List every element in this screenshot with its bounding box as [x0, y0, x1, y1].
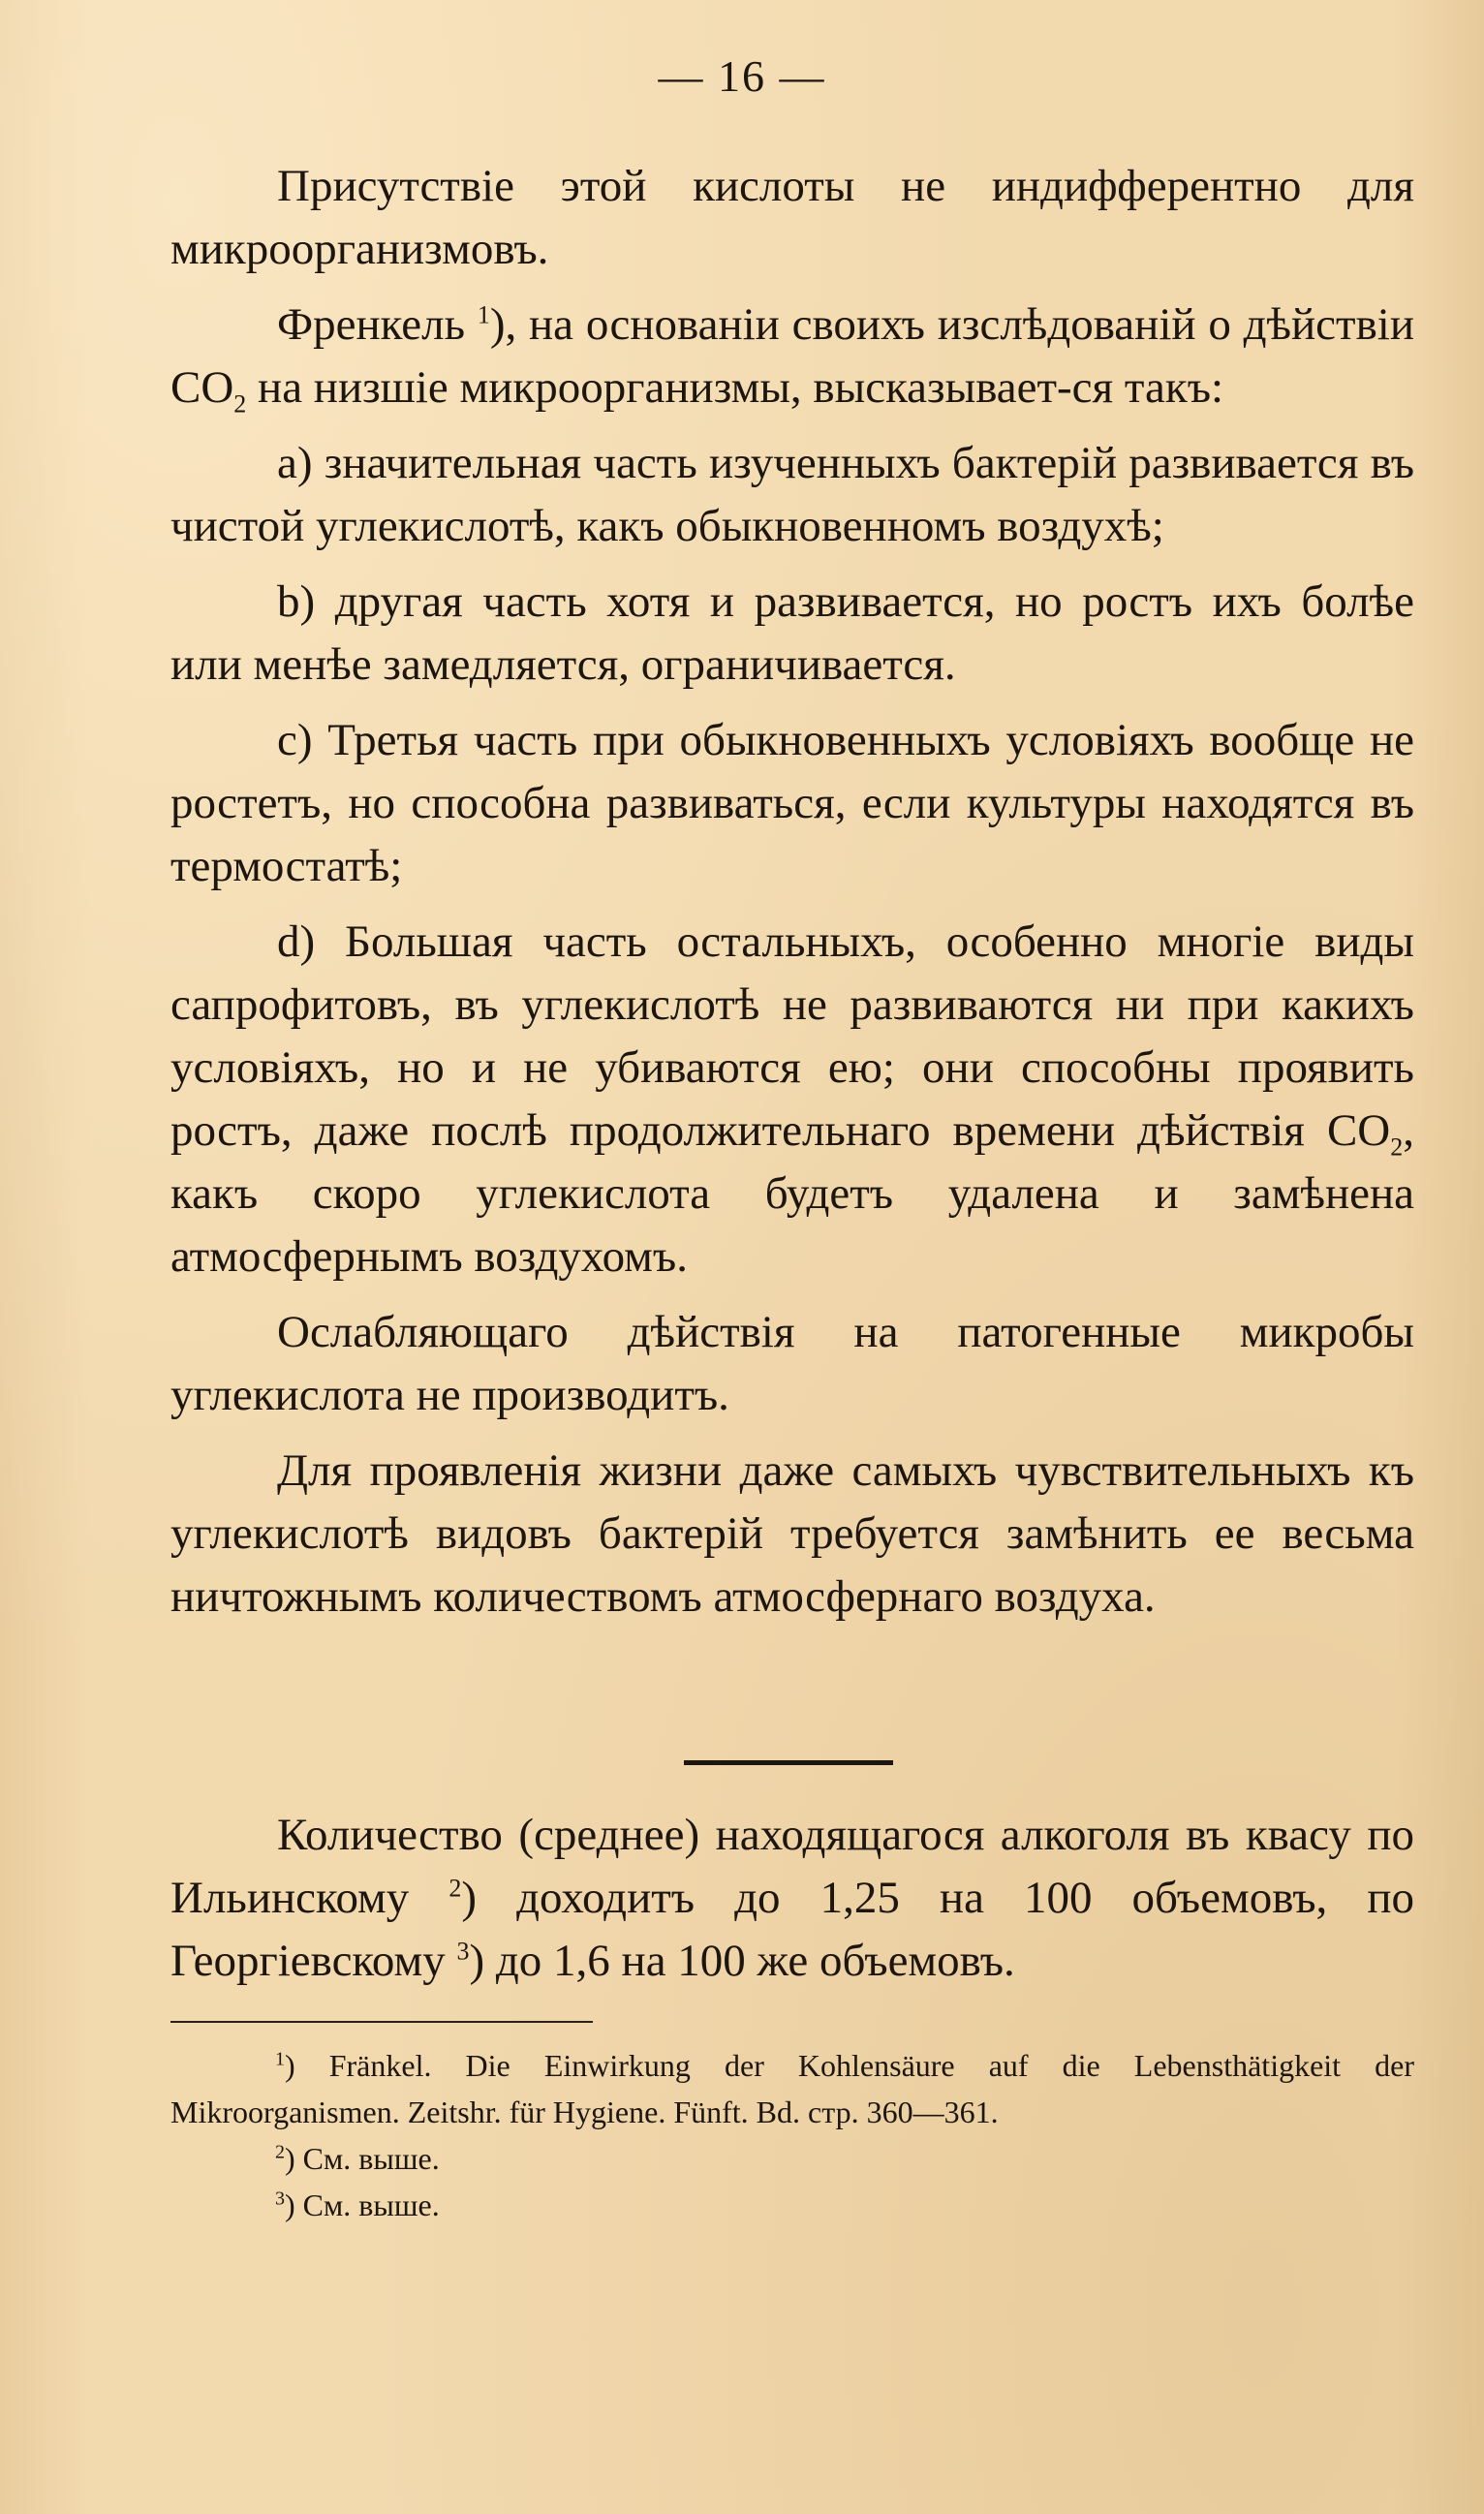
footnote-text: ) Fränkel. Die Einwirkung der Kohlensäure auf die Lebensthätigkeit der Mikroorganismen. Zeitshr. für Hygiene. Fünft. Bd. стр. 360—361. — [170, 2048, 1414, 2129]
footnotes — [170, 2042, 1414, 2228]
text-span: ), на основаніи своихъ изслѣдованій о дѣйствіи CO — [170, 299, 1414, 413]
paragraph-fraenkel — [170, 294, 1414, 419]
text-span: Френкель — [277, 299, 478, 350]
footnote-ref: 2 — [448, 1874, 462, 1903]
list-item-a: a) значительная часть изученныхъ бактерій развивается въ чистой углекислотѣ, какъ обыкновенномъ воздухѣ; — [170, 438, 1414, 551]
list-item-d — [170, 911, 1414, 1288]
paragraph-alcohol — [170, 1804, 1414, 1993]
paragraph: Для проявленія жизни даже самыхъ чувствительныхъ къ углекислотѣ видовъ бактерій требуется замѣнить ее весьма ничтожнымъ количествомъ атмосфернаго воздуха. — [170, 1445, 1414, 1622]
footnote — [170, 2135, 1414, 2182]
footnote-ref: 1 — [477, 300, 490, 329]
list-item-c: c) Третья часть при обыкновенныхъ условіяхъ вообще не ростетъ, но способна развиваться, если культуры находятся въ термостатѣ; — [170, 715, 1414, 891]
subscript: 2 — [233, 389, 247, 419]
text-span: ) доходитъ до 1,25 на 100 объемовъ, по Георгіевскому — [170, 1873, 1414, 1986]
footnote — [170, 2042, 1414, 2135]
footnote-text: ) См. выше. — [285, 2141, 440, 2176]
footnote-text: ) См. выше. — [285, 2188, 440, 2222]
text-span: Количество (среднее) находящагося алкоголя въ квасу по Ильинскому — [170, 1810, 1414, 1923]
footnote-ref: 3 — [456, 1937, 470, 1966]
paragraph: Ослабляющаго дѣйствія на патогенные микробы углекислота не производитъ. — [170, 1307, 1414, 1420]
footnote-mark: 1 — [275, 2048, 285, 2070]
footnote-rule — [170, 2021, 593, 2023]
subscript: 2 — [1390, 1133, 1404, 1162]
section-divider — [684, 1760, 893, 1765]
paragraph: Присутствіе этой кислоты не индифферентно для микроорганизмовъ. — [170, 161, 1414, 274]
footnote-mark: 2 — [275, 2141, 285, 2163]
lower-text — [170, 1804, 1414, 2005]
list-item-b: b) другая часть хотя и развивается, но ростъ ихъ болѣе или менѣе замедляется, ограничивается. — [170, 576, 1414, 690]
page-number: — 16 — — [658, 51, 826, 101]
text-span: на низшіе микроорганизмы, высказывает-ся такъ: — [246, 362, 1224, 413]
text-span: , какъ скоро углекислота будетъ удалена и замѣнена атмосфернымъ воздухомъ. — [170, 1105, 1414, 1282]
main-text — [170, 155, 1414, 1641]
text-span: d) Большая часть остальныхъ, особенно многіе виды сапрофитовъ, въ углекислотѣ не развиваются ни при какихъ условіяхъ, но и не убиваются ею; они способны проявить ростъ, даже послѣ продолжительнаго времени дѣйствія CO — [170, 916, 1414, 1156]
footnote — [170, 2182, 1414, 2228]
footnote-mark: 3 — [275, 2188, 285, 2210]
text-span: ) до 1,6 на 100 же объемовъ. — [469, 1936, 1015, 1986]
